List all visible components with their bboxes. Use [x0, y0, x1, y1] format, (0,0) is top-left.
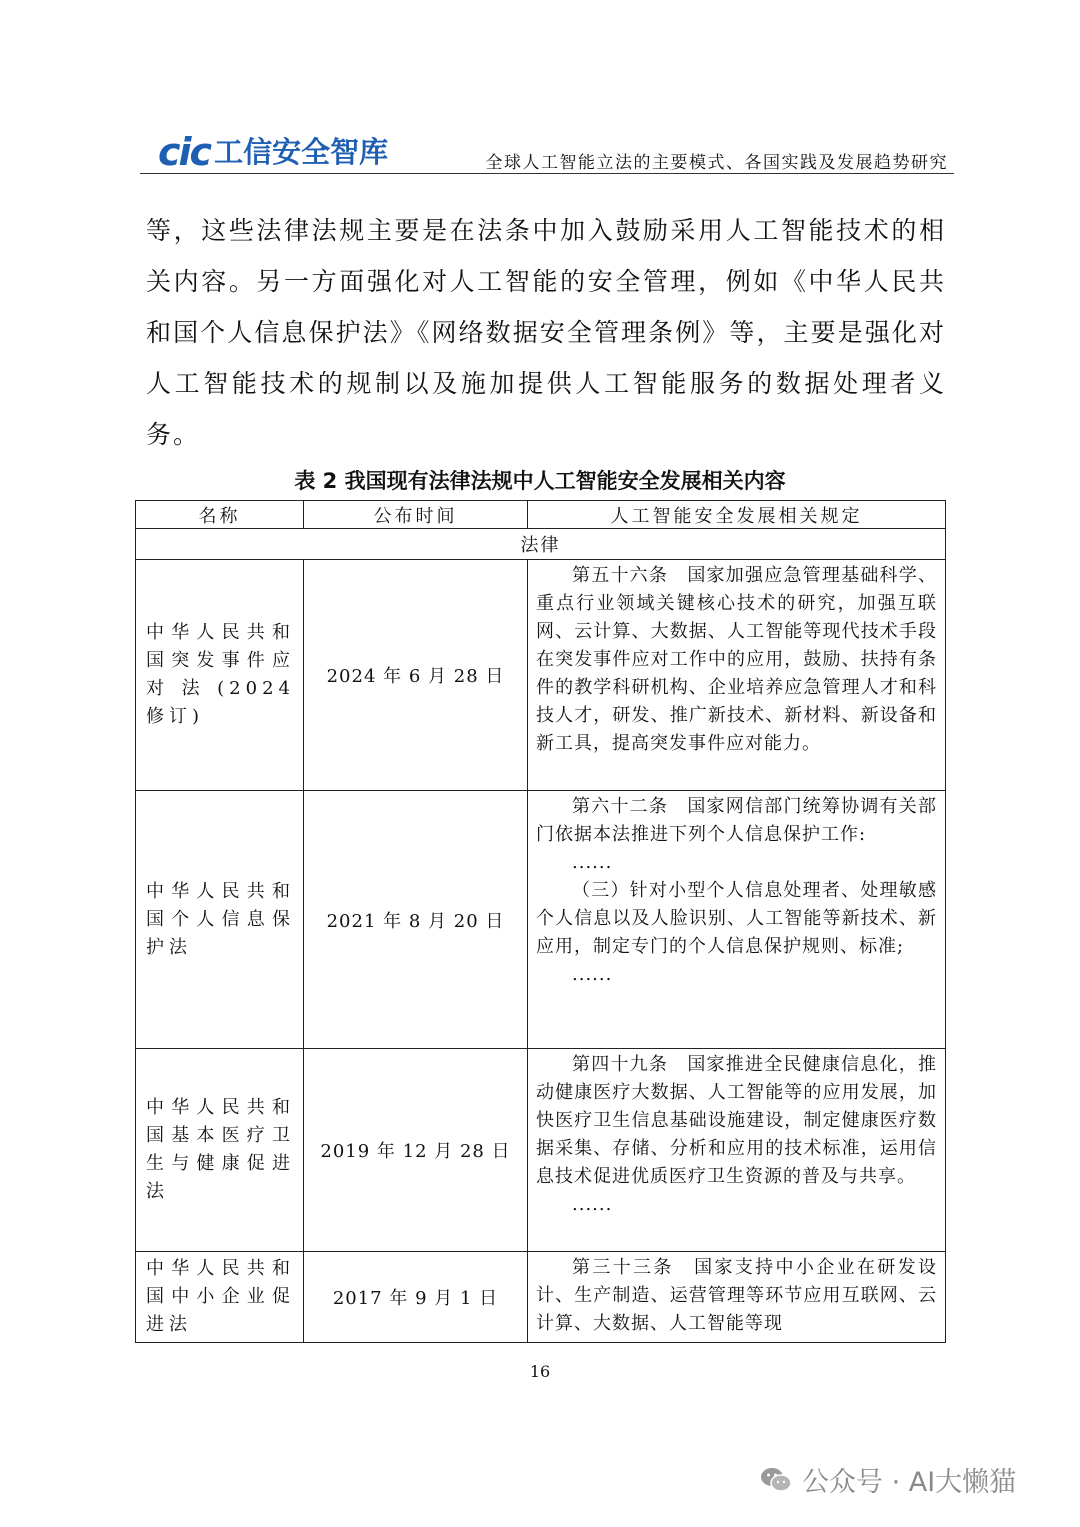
laws-table [135, 500, 946, 1343]
group-label: 法律 [136, 529, 946, 560]
logo [158, 132, 388, 172]
provision-ellipsis: ...... [572, 964, 613, 985]
provision-ellipsis: ...... [572, 852, 613, 873]
document-title: 全球人工智能立法的主要模式、各国实践及发展趋势研究 [485, 153, 948, 173]
law-name: 中华人民共和国突发事件应对法(2024 修订) [136, 560, 304, 791]
intro-paragraph: 等，这些法律法规主要是在法条中加入鼓励采用人工智能技术的相关内容。另一方面强化对人工智能的安全管理，例如《中华人民共和国个人信息保护法》《网络数据安全管理条例》等，主要是强化对人工智能技术的规制以及施加提供人工智能服务的数据处理者义务。 [146, 216, 946, 449]
header-name: 名称 [136, 501, 304, 529]
table-header-row [136, 501, 946, 529]
table-row [136, 560, 946, 791]
watermark-text: 公众号 · AI大懒猫 [802, 1467, 1017, 1498]
header-divider [140, 173, 954, 174]
provision-cell [528, 560, 946, 791]
page-header [140, 128, 954, 174]
provision-cell [528, 1252, 946, 1343]
table-caption: 表 2 我国现有法律法规中人工智能安全发展相关内容 [294, 469, 786, 493]
law-name: 中华人民共和国中小企业促进法 [136, 1252, 304, 1343]
provision-ellipsis: ...... [572, 1194, 613, 1215]
group-row [136, 529, 946, 560]
provision-text: （三）针对小型个人信息处理者、处理敏感个人信息以及人脸识别、人工智能等新技术、新应用，制定专门的个人信息保护规则、标准; [536, 880, 937, 957]
publish-date: 2019 年 12 月 28 日 [304, 1049, 528, 1252]
provision-cell [528, 791, 946, 1049]
table-row [136, 1049, 946, 1252]
publish-date: 2024 年 6 月 28 日 [304, 560, 528, 791]
wechat-icon [760, 1465, 792, 1495]
header-provision: 人工智能安全发展相关规定 [528, 501, 946, 529]
page-number: 16 [529, 1362, 551, 1381]
law-name: 中华人民共和国基本医疗卫生与健康促进法 [136, 1049, 304, 1252]
logo-latin: cic [158, 130, 211, 174]
provision-cell [528, 1049, 946, 1252]
watermark [760, 1460, 1016, 1499]
table-row [136, 791, 946, 1049]
publish-date: 2021 年 8 月 20 日 [304, 791, 528, 1049]
provision-text: 第四十九条 国家推进全民健康信息化，推动健康医疗大数据、人工智能等的应用发展，加快医疗卫生信息基础设施建设，制定健康医疗数据采集、存储、分析和应用的技术标准，运用信息技术促进优质医疗卫生资源的普及与共享。 [536, 1054, 937, 1187]
header-date: 公布时间 [304, 501, 528, 529]
provision-text: 第三十三条 国家支持中小企业在研发设计、生产制造、运营管理等环节应用互联网、云计算、大数据、人工智能等现 [536, 1257, 937, 1334]
provision-text: 第五十六条 国家加强应急管理基础科学、重点行业领域关键核心技术的研究，加强互联网、云计算、大数据、人工智能等现代技术手段在突发事件应对工作中的应用，鼓励、扶持有条件的教学科研机构、企业培养应急管理人才和科技人才，研发、推广新技术、新材料、新设备和新工具，提高突发事件应对能力。 [536, 565, 937, 754]
law-name: 中华人民共和国个人信息保护法 [136, 791, 304, 1049]
table-row [136, 1252, 946, 1343]
provision-text: 第六十二条 国家网信部门统筹协调有关部门依据本法推进下列个人信息保护工作: [536, 796, 937, 845]
publish-date: 2017 年 9 月 1 日 [304, 1252, 528, 1343]
logo-chinese: 工信安全智库 [214, 135, 389, 169]
